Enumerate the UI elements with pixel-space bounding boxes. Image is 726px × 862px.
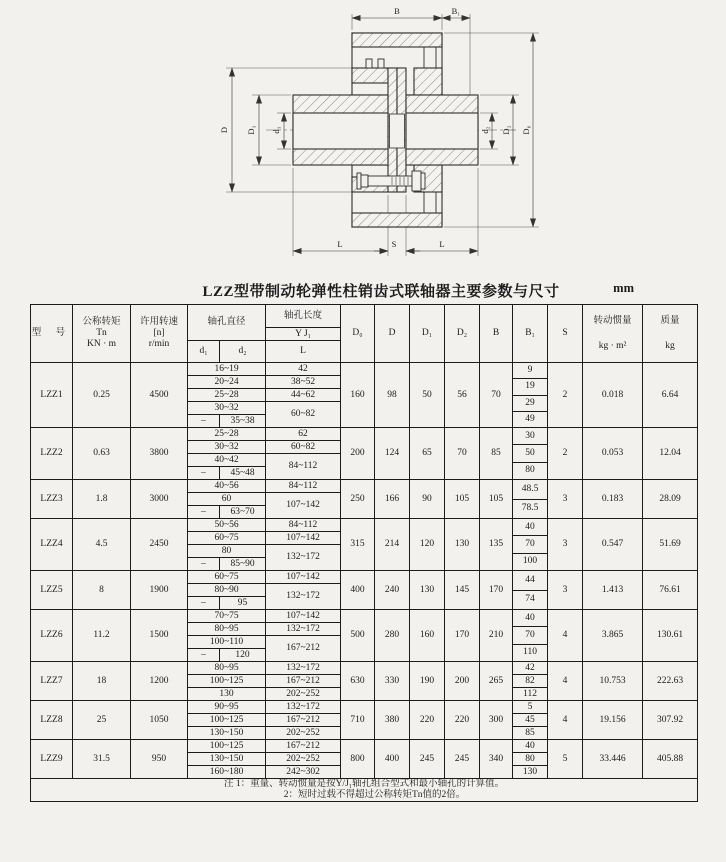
bore-diameter-cell: 20~24 [188,376,266,389]
D1-cell: 190 [410,662,445,701]
torque-line3: KN · m [86,338,117,349]
torque-line2: Tn [96,328,107,339]
bore-diameter-cell: 70~75 [188,610,266,623]
B1-value: 30 [513,428,547,445]
col-header-D0: D₀ [341,305,375,363]
D-cell: 380 [375,701,410,740]
bore-d2-cell: 95 [220,597,266,610]
D0-cell: 250 [341,480,375,519]
left-hub [293,95,388,165]
dim-label-L-left: L [337,239,343,249]
page-title: LZZ型带制动轮弹性柱销齿式联轴器主要参数与尺寸 [202,284,560,300]
B1-value: 40 [513,610,547,627]
mass-cell: 12.04 [643,428,698,480]
B1-stack [513,610,547,661]
torque-cell: 25 [73,701,131,740]
B1-cell [513,610,548,662]
mass-cell: 51.69 [643,519,698,571]
mass-cell: 307.92 [643,701,698,740]
col-header-bore-diameter: 轴孔直径 [188,305,266,341]
B1-value: 49 [525,413,535,424]
B1-value: 80 [525,465,535,476]
B1-value: 78.5 [521,503,539,514]
D1-cell: 120 [410,519,445,571]
mass-cell: 222.63 [643,662,698,701]
mass-cell: 130.61 [643,610,698,662]
inertia-cell: 33.446 [583,740,643,779]
B1-stack [513,363,547,427]
D-cell: 214 [375,519,410,571]
col-header-B: B [480,305,513,363]
bore-diameter-cell: 60~75 [188,571,266,584]
D0-cell: 315 [341,519,375,571]
B-cell: 105 [480,480,513,519]
table-row [31,363,698,376]
bore-length-cell: 60~82 [266,402,341,428]
col-header-inertia [583,305,643,363]
mass-cell: 6.64 [643,363,698,428]
coupling-section-drawing [0,0,726,278]
bore-d2-cell: 85~90 [220,558,266,571]
B-cell: 70 [480,363,513,428]
bore-length-cell: 167~212 [266,714,341,727]
B1-stack [513,571,547,609]
note-line-1: 注 1：重量、转动惯量是按Y/J₁轴孔组合型式和最小轴孔的计算值。 [223,779,505,789]
bore-d2-cell: 45~48 [220,467,266,480]
B1-value: 85 [525,727,535,738]
col-header-mass [643,305,698,363]
col-header-D1: D₁ [410,305,445,363]
bore-length-cell: 42 [266,363,341,376]
bore-diameter-cell: 60 [188,493,266,506]
bore-d1-cell: – [188,415,220,428]
bore-diameter-cell: 40~42 [188,454,266,467]
B1-value: 5 [513,701,547,714]
S-cell: 3 [548,519,583,571]
bore-diameter-cell: 50~56 [188,519,266,532]
B1-value: 19 [513,379,547,395]
bore-diameter-cell: 30~32 [188,441,266,454]
D1-cell: 50 [410,363,445,428]
D-cell: 330 [375,662,410,701]
B1-value: 29 [513,396,547,412]
dim-label-D: D [219,126,229,134]
B1-value: 100 [522,556,538,567]
B-cell: 340 [480,740,513,779]
D-cell: 280 [375,610,410,662]
torque-cell: 31.5 [73,740,131,779]
bore-diameter-cell: 100~125 [188,675,266,688]
D1-cell: 160 [410,610,445,662]
B-cell: 135 [480,519,513,571]
bore-d1-cell: – [188,597,220,610]
bore-length-cell: 60~82 [266,441,341,454]
table-notes [31,779,698,802]
col-header-d1: d₁ [188,341,220,363]
B1-value: 45 [513,714,547,727]
model-cell: LZZ8 [31,701,73,740]
B1-stack [513,480,547,518]
bore-length-cell: 167~212 [266,636,341,662]
B1-value: 112 [523,688,537,699]
model-cell: LZZ9 [31,740,73,779]
col-header-d2: d₂ [220,341,266,363]
top-pins [366,59,384,68]
B1-value: 110 [523,647,537,658]
dim-label-L-right: L [439,239,445,249]
B1-value: 44 [513,571,547,591]
S-cell: 4 [548,701,583,740]
bore-diameter-cell: 80~95 [188,623,266,636]
bore-d1-cell: – [188,558,220,571]
D2-cell: 105 [445,480,480,519]
D-cell: 166 [375,480,410,519]
table-row [31,571,698,584]
dim-label-B1: B₁ [451,6,461,16]
right-hub [406,95,478,165]
mass-unit: kg [665,340,675,351]
dim-label-d1: d₁ [271,126,281,134]
table-row [31,610,698,623]
table-row [31,701,698,714]
B1-value: 9 [513,363,547,379]
col-header-L: L [266,341,341,363]
bore-d2-cell: 35~38 [220,415,266,428]
torque-cell: 11.2 [73,610,131,662]
shaft-gap [390,114,405,148]
B-cell: 210 [480,610,513,662]
D0-cell: 630 [341,662,375,701]
bore-diameter-cell: 40~56 [188,480,266,493]
B1-value: 40 [513,740,547,753]
torque-cell: 8 [73,571,131,610]
torque-cell: 1.8 [73,480,131,519]
D2-cell: 130 [445,519,480,571]
bore-length-cell: 107~142 [266,610,341,623]
inertia-cell: 0.018 [583,363,643,428]
title-row [30,280,698,300]
speed-cell: 1500 [131,610,188,662]
D2-cell: 170 [445,610,480,662]
bore-diameter-cell: 25~28 [188,428,266,441]
col-header-model: 型 号 [31,305,73,363]
bore-diameter-cell: 80~95 [188,662,266,675]
D0-cell: 200 [341,428,375,480]
bore-d1-cell: – [188,506,220,519]
speed-cell: 4500 [131,363,188,428]
dim-label-D2: D₂ [501,125,511,135]
table-row [31,519,698,532]
unit-label: mm [613,281,634,295]
mass-label: 质量 [660,315,680,326]
torque-cell: 4.5 [73,519,131,571]
bore-length-cell: 107~142 [266,493,341,519]
speed-cell: 3000 [131,480,188,519]
bore-length-cell: 132~172 [266,662,341,675]
D-cell: 124 [375,428,410,480]
B1-cell [513,740,548,779]
bore-length-cell: 84~112 [266,480,341,493]
B1-value: 130 [522,766,538,777]
dim-label-D0: D₀ [521,125,531,135]
B1-value: 80 [513,753,547,766]
inertia-label: 转动惯量 [593,315,632,326]
torque-cell: 0.63 [73,428,131,480]
dim-label-d2: d₂ [480,126,490,134]
bore-length-cell: 132~172 [266,623,341,636]
col-header-speed [131,305,188,363]
inertia-cell: 10.753 [583,662,643,701]
bore-length-cell: 44~62 [266,389,341,402]
bore-diameter-cell: 60~75 [188,532,266,545]
D2-cell: 145 [445,571,480,610]
bore-length-cell: 167~212 [266,740,341,753]
inertia-cell: 19.156 [583,701,643,740]
table-row [31,428,698,441]
inertia-cell: 0.053 [583,428,643,480]
D1-cell: 130 [410,571,445,610]
bore-diameter-cell: 90~95 [188,701,266,714]
bore-diameter-cell: 130~150 [188,727,266,740]
speed-cell: 1050 [131,701,188,740]
col-header-torque [73,305,131,363]
B1-stack [513,519,547,570]
S-cell: 2 [548,428,583,480]
B1-value: 74 [525,594,535,605]
B1-stack [513,662,547,700]
bore-diameter-cell: 160~180 [188,766,266,779]
S-cell: 2 [548,363,583,428]
D-cell: 98 [375,363,410,428]
B1-cell [513,571,548,610]
bore-length-cell: 38~52 [266,376,341,389]
D2-cell: 56 [445,363,480,428]
S-cell: 3 [548,571,583,610]
model-cell: LZZ7 [31,662,73,701]
bore-diameter-cell: 100~125 [188,714,266,727]
B1-cell [513,363,548,428]
bore-length-cell: 242~302 [266,766,341,779]
bore-length-cell: 202~252 [266,753,341,766]
B1-cell [513,662,548,701]
bore-length-cell: 84~112 [266,454,341,480]
inertia-cell: 0.547 [583,519,643,571]
B1-value: 48.5 [513,480,547,500]
bore-length-cell: 132~172 [266,701,341,714]
D0-cell: 800 [341,740,375,779]
D0-cell: 500 [341,610,375,662]
bore-d2-cell: 120 [220,649,266,662]
B1-cell [513,519,548,571]
inertia-cell: 3.865 [583,610,643,662]
dim-label-D1: D₁ [246,125,256,135]
inertia-unit: kg · m² [598,340,627,351]
col-header-bore-length: 轴孔长度 [266,305,341,328]
D0-cell: 710 [341,701,375,740]
B1-value: 40 [513,519,547,536]
D1-cell: 90 [410,480,445,519]
B-cell: 265 [480,662,513,701]
D1-cell: 220 [410,701,445,740]
model-cell: LZZ5 [31,571,73,610]
col-header-B1: B₁ [513,305,548,363]
B1-value: 50 [513,445,547,462]
D-cell: 400 [375,740,410,779]
B1-stack [513,428,547,479]
B1-stack [513,701,547,739]
D-cell: 240 [375,571,410,610]
mass-cell: 28.09 [643,480,698,519]
B-cell: 85 [480,428,513,480]
model-cell: LZZ4 [31,519,73,571]
B1-value: 82 [513,675,547,688]
model-cell: LZZ6 [31,610,73,662]
S-cell: 5 [548,740,583,779]
D0-cell: 160 [341,363,375,428]
B1-cell [513,480,548,519]
speed-cell: 950 [131,740,188,779]
bore-diameter-cell: 80 [188,545,266,558]
bore-length-cell: 132~172 [266,545,341,571]
bore-diameter-cell: 80~90 [188,584,266,597]
note-line-2: 2：短时过载不得超过公称转矩Tn值的2倍。 [283,789,466,800]
mass-cell: 405.88 [643,740,698,779]
bore-length-cell: 132~172 [266,584,341,610]
col-header-D2: D₂ [445,305,480,363]
B1-value: 70 [513,627,547,644]
bore-diameter-cell: 100~125 [188,740,266,753]
table-row [31,740,698,753]
S-cell: 3 [548,480,583,519]
D0-cell: 400 [341,571,375,610]
technical-drawing [0,0,726,278]
bore-length-cell: 167~212 [266,675,341,688]
bore-diameter-cell: 100~110 [188,636,266,649]
bore-diameter-cell: 16~19 [188,363,266,376]
model-cell: LZZ3 [31,480,73,519]
speed-line1: 许用转速 [139,317,178,328]
D2-cell: 200 [445,662,480,701]
S-cell: 4 [548,662,583,701]
bore-d1-cell: – [188,467,220,480]
D2-cell: 70 [445,428,480,480]
B1-stack [513,740,547,778]
inertia-cell: 1.413 [583,571,643,610]
bore-length-cell: 202~252 [266,727,341,740]
speed-cell: 3800 [131,428,188,480]
bore-length-cell: 107~142 [266,532,341,545]
table-row [31,662,698,675]
speed-cell: 1900 [131,571,188,610]
B1-value: 70 [513,536,547,553]
model-cell: LZZ1 [31,363,73,428]
bore-diameter-cell: 130 [188,688,266,701]
model-cell: LZZ2 [31,428,73,480]
B-cell: 170 [480,571,513,610]
D1-cell: 65 [410,428,445,480]
bore-length-cell: 202~252 [266,688,341,701]
bore-diameter-cell: 130~150 [188,753,266,766]
bore-length-cell: 84~112 [266,519,341,532]
mass-cell: 76.61 [643,571,698,610]
D2-cell: 245 [445,740,480,779]
speed-line3: r/min [148,338,170,349]
B1-cell [513,701,548,740]
speed-line2: [n] [153,328,165,339]
bore-length-cell: 62 [266,428,341,441]
S-cell: 4 [548,610,583,662]
speed-cell: 1200 [131,662,188,701]
inertia-cell: 0.183 [583,480,643,519]
bore-d1-cell: – [188,649,220,662]
B1-cell [513,428,548,480]
bore-d2-cell: 63~70 [220,506,266,519]
dim-label-S: S [391,239,397,249]
B-cell: 300 [480,701,513,740]
bore-length-cell: 107~142 [266,571,341,584]
torque-cell: 18 [73,662,131,701]
torque-cell: 0.25 [73,363,131,428]
B1-value: 42 [513,662,547,675]
parameters-table [30,304,698,802]
D1-cell: 245 [410,740,445,779]
table-row [31,480,698,493]
bore-diameter-cell: 25~28 [188,389,266,402]
bore-diameter-cell: 30~32 [188,402,266,415]
D2-cell: 220 [445,701,480,740]
col-header-D: D [375,305,410,363]
torque-line1: 公称转矩 [82,317,121,328]
speed-cell: 2450 [131,519,188,571]
col-header-yj1: Y J₁ [266,328,341,341]
dim-label-B: B [394,6,400,16]
col-header-S: S [548,305,583,363]
